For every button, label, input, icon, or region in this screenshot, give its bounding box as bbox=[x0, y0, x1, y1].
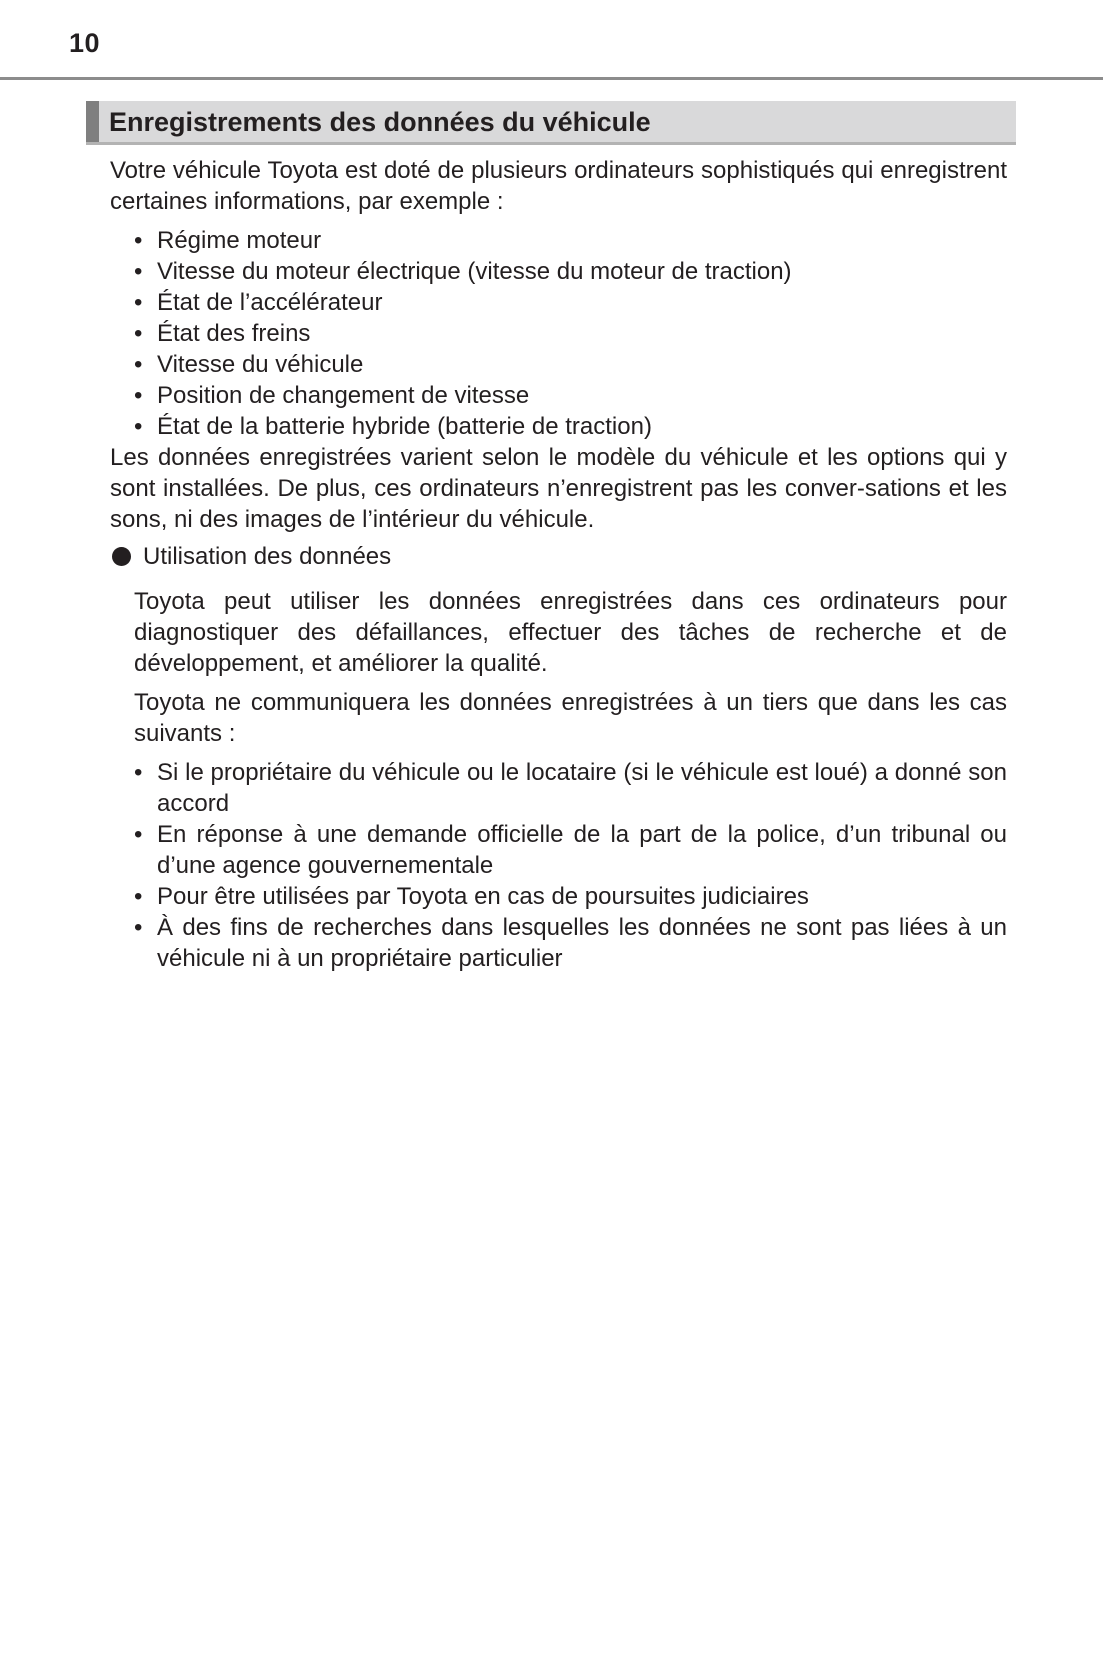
usage-section bbox=[134, 586, 1007, 974]
usage-paragraph-2: Toyota ne communiquera les données enregistrées à un tiers que dans les cas suivants : bbox=[134, 689, 1007, 747]
list-item: • À des fins de recherches dans lesquelles les données ne sont pas liées à un véhicule ni à un propriétaire particulier bbox=[134, 914, 1007, 972]
bullet-icon: • bbox=[134, 914, 143, 941]
recorded-items-list bbox=[134, 225, 1007, 442]
bullet-icon: • bbox=[134, 289, 143, 316]
list-item: • Vitesse du moteur électrique (vitesse du moteur de traction) bbox=[134, 258, 792, 285]
bullet-icon: • bbox=[134, 351, 143, 378]
list-item: • État de la batterie hybride (batterie de traction) bbox=[134, 413, 652, 440]
header-divider bbox=[0, 77, 1103, 80]
bullet-icon: • bbox=[134, 413, 143, 440]
section-title: Enregistrements des données du véhicule bbox=[109, 107, 651, 137]
list-item: • En réponse à une demande officielle de la part de la police, d’un tribunal ou d’une agence gouvernementale bbox=[134, 821, 1007, 879]
list-item: • État de l’accélérateur bbox=[134, 289, 383, 316]
variation-paragraph: Les données enregistrées varient selon le modèle du véhicule et les options qui y sont installées. De plus, ces ordinateurs n’enregistrent pas les conver-sations et les sons, ni des images de l’intérieur du véhicule. bbox=[110, 444, 1007, 533]
usage-paragraph-1: Toyota peut utiliser les données enregistrées dans ces ordinateurs pour diagnostiquer des défaillances, effectuer des tâches de recherche et de développement, et améliorer la qualité. bbox=[134, 588, 1007, 677]
bullet-icon: • bbox=[134, 382, 143, 409]
bullet-icon: • bbox=[134, 821, 143, 848]
bullet-icon: • bbox=[134, 227, 143, 254]
list-item: • Régime moteur bbox=[134, 227, 322, 254]
disclosure-cases-list bbox=[134, 757, 1007, 974]
list-item: • Position de changement de vitesse bbox=[134, 382, 530, 409]
bullet-icon: • bbox=[134, 320, 143, 347]
bullet-icon: • bbox=[134, 258, 143, 285]
list-item: • État des freins bbox=[134, 320, 311, 347]
filled-circle-icon bbox=[112, 547, 131, 566]
section-heading bbox=[86, 101, 1016, 145]
list-item: • Vitesse du véhicule bbox=[134, 351, 364, 378]
bullet-icon: • bbox=[134, 759, 143, 786]
page-number: 10 bbox=[69, 28, 101, 58]
content-body bbox=[110, 155, 1007, 974]
section-heading-bar bbox=[86, 101, 99, 142]
bullet-icon: • bbox=[134, 883, 143, 910]
usage-subheading bbox=[110, 541, 1007, 572]
usage-heading-text: Utilisation des données bbox=[143, 543, 392, 570]
list-item: • Pour être utilisées par Toyota en cas de poursuites judiciaires bbox=[134, 883, 809, 910]
list-item: • Si le propriétaire du véhicule ou le locataire (si le véhicule est loué) a donné son accord bbox=[134, 759, 1007, 817]
intro-paragraph: Votre véhicule Toyota est doté de plusieurs ordinateurs sophistiqués qui enregistrent certaines informations, par exemple : bbox=[110, 157, 1007, 215]
